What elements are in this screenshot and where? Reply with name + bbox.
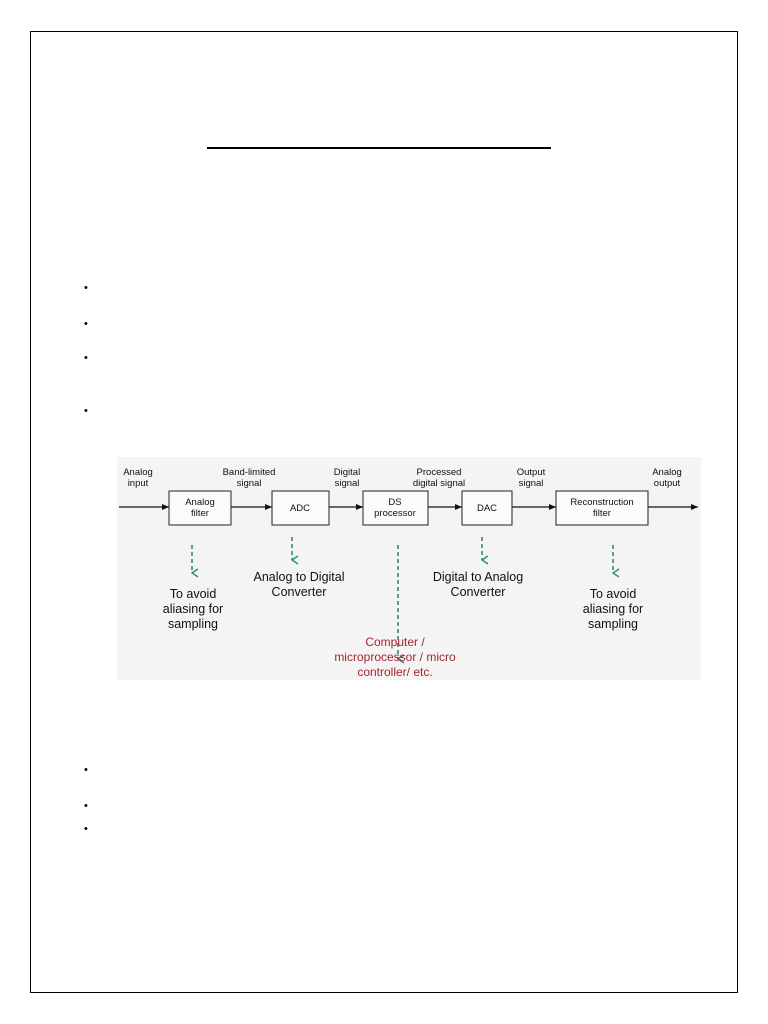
analog-output-label-1: Analog	[652, 467, 682, 478]
band-limited-label-2: signal	[236, 478, 262, 489]
adc-note-2: Converter	[271, 585, 327, 599]
analog-input-label-2: input	[127, 478, 149, 489]
dsp-diagram-svg	[117, 457, 701, 680]
anti-alias-note-1: To avoid	[169, 587, 217, 601]
output-signal-label-1: Output	[516, 467, 546, 478]
processor-note-3: controller/ etc.	[357, 665, 433, 679]
reconstruction-label-1: Reconstruction	[570, 497, 634, 508]
bullet-4: •	[84, 405, 88, 417]
analog-filter-label-1: Analog	[185, 497, 215, 508]
recon-note-1: To avoid	[589, 587, 637, 601]
bullet-6: •	[84, 800, 88, 812]
band-limited-label-1: Band-limited	[222, 467, 276, 478]
processor-note-1: Computer /	[365, 635, 425, 649]
bullet-3: •	[84, 352, 88, 364]
recon-note-2: aliasing for	[582, 602, 644, 616]
anti-alias-note-2: aliasing for	[162, 602, 224, 616]
dac-label: DAC	[476, 503, 498, 514]
processed-label-2: digital signal	[412, 478, 466, 489]
analog-filter-label-2: filter	[191, 508, 209, 519]
ds-processor-label-1: DS	[388, 497, 402, 508]
digital-signal-label-2: signal	[334, 478, 360, 489]
dsp-block-diagram	[117, 457, 701, 680]
ds-processor-label-2: processor	[374, 508, 416, 519]
digital-signal-label-1: Digital	[333, 467, 361, 478]
adc-label: ADC	[289, 503, 311, 514]
processor-note-2: microprocessor / micro	[334, 650, 456, 664]
analog-output-label-2: output	[653, 478, 681, 489]
title-underline	[207, 147, 551, 149]
bullet-2: •	[84, 318, 88, 330]
bullet-5: •	[84, 764, 88, 776]
analog-input-label-1: Analog	[123, 467, 153, 478]
bullet-7: •	[84, 823, 88, 835]
adc-note-1: Analog to Digital	[253, 570, 345, 584]
reconstruction-label-2: filter	[593, 508, 611, 519]
output-signal-label-2: signal	[518, 478, 544, 489]
bullet-1: •	[84, 282, 88, 294]
dac-note-2: Converter	[450, 585, 506, 599]
processed-label-1: Processed	[416, 467, 462, 478]
recon-note-3: sampling	[587, 617, 639, 631]
dac-note-1: Digital to Analog	[432, 570, 524, 584]
anti-alias-note-3: sampling	[167, 617, 219, 631]
